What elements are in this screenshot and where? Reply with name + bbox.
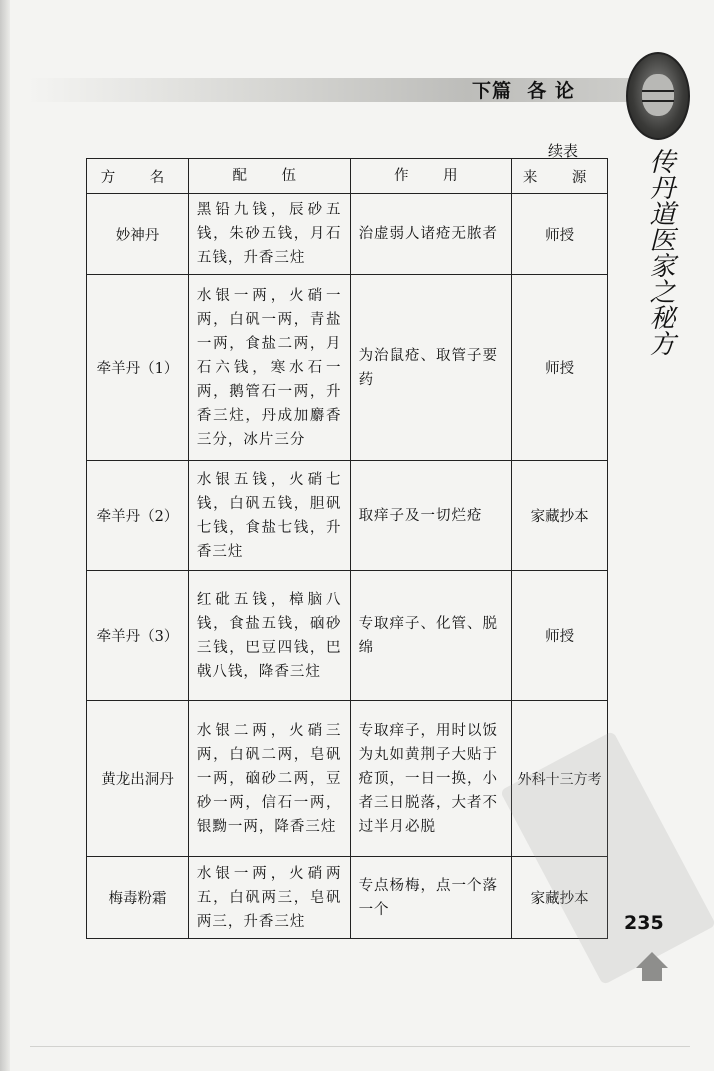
recipe-name: 牵羊丹（2） [87,461,189,571]
recipe-ingredients: 水银一两，火硝一两，白矾一两，青盐一两，食盐二两，月石六钱，寒水石一两，鹅管石一两，升香三炷，丹成加麝香三分，冰片三分 [188,275,350,461]
recipe-name: 牵羊丹（3） [87,571,189,701]
recipe-ingredients: 水银一两，火硝两五，白矾两三，皂矾两三，升香三炷 [188,857,350,939]
header-title [472,76,575,103]
recipe-name: 黄龙出洞丹 [87,701,189,857]
recipe-name: 梅毒粉霜 [87,857,189,939]
recipe-ingredients: 黑铅九钱，辰砂五钱，朱砂五钱，月石五钱，升香三炷 [188,194,350,275]
table-row [87,275,608,461]
header-effect: 作 用 [350,159,512,194]
recipe-effect: 为治鼠疮、取管子要药 [350,275,512,461]
recipe-name: 牵羊丹（1） [87,275,189,461]
recipe-source: 家藏抄本 [512,461,608,571]
recipe-effect: 取痒子及一切烂疮 [350,461,512,571]
recipe-ingredients: 红砒五钱，樟脑八钱，食盐五钱，硇砂三钱，巴豆四钱，巴戟八钱，降香三炷 [188,571,350,701]
recipe-ingredients: 水银二两，火硝三两，白矾二两，皂矾一两，硇砂二两，豆砂一两，信石一两，银黝一两，降香三炷 [188,701,350,857]
recipe-effect: 专取痒子、化管、脱绵 [350,571,512,701]
up-arrow-stem[interactable] [642,967,662,981]
page-number: 235 [624,912,664,934]
table-row [87,571,608,701]
author-portrait-icon [626,52,690,140]
table-row [87,461,608,571]
recipe-source: 师授 [512,571,608,701]
header-name: 方 名 [87,159,189,194]
recipe-source: 师授 [512,275,608,461]
recipe-effect: 治虚弱人诸疮无脓者 [350,194,512,275]
page-edge [0,0,10,1071]
table-row [87,194,608,275]
side-title: 传丹道医家之秘方 [645,148,675,356]
table-header-row [87,159,608,194]
recipe-source: 外科十三方考 [512,701,608,857]
header-ingredients: 配 伍 [188,159,350,194]
recipe-name: 妙神丹 [87,194,189,275]
recipe-source: 师授 [512,194,608,275]
portrait-glasses [642,90,674,102]
recipe-effect: 专点杨梅，点一个落一个 [350,857,512,939]
header-chapter: 各 论 [527,80,575,102]
recipe-ingredients: 水银五钱，火硝七钱，白矾五钱，胆矾七钱，食盐七钱，升香三炷 [188,461,350,571]
up-arrow-icon[interactable] [636,952,668,968]
recipe-source: 家藏抄本 [512,857,608,939]
header-section: 下篇 [472,80,513,102]
continued-label: 续表 [548,142,579,160]
header-source: 来 源 [512,159,608,194]
table-row [87,857,608,939]
recipe-effect: 专取痒子，用时以饭为丸如黄荆子大贴于疮顶，一日一换，小者三日脱落，大者不过半月必脱 [350,701,512,857]
bottom-divider [30,1046,690,1047]
